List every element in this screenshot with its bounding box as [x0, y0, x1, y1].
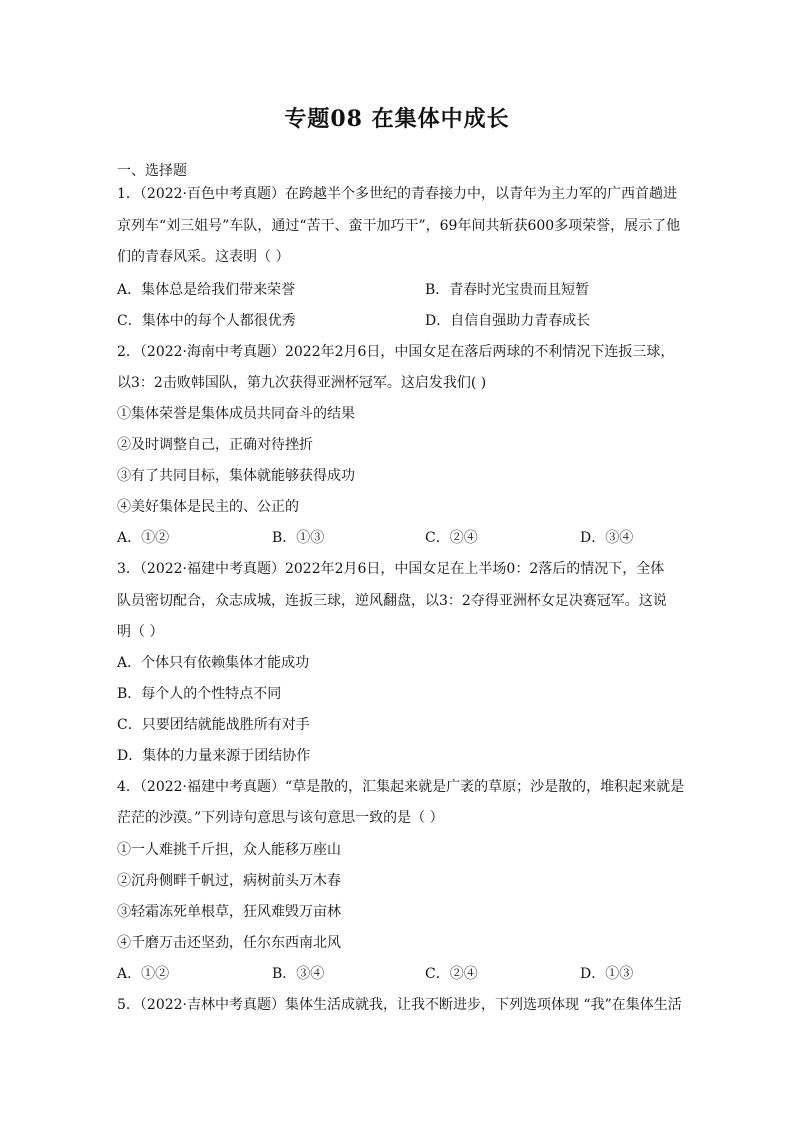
q5-line-1: 5．（2022·吉林中考真题）集体生活成就我，让我不断进步，下列选项体现 “我”在集体生活 [117, 997, 682, 1013]
q2-item-2: ②及时调整自己，正确对待挫折 [117, 437, 313, 453]
q2-item-3: ③有了共同目标，集体就能够获得成功 [117, 468, 355, 484]
q3-line-2: 队员密切配合，众志成城，连扳三球，逆风翻盘，以3：2夺得亚洲杯女足决赛冠军。这说 [117, 593, 667, 609]
q3-option-a: A．个体只有依赖集体才能成功 [117, 655, 310, 671]
q3-option-b: B．每个人的个性特点不同 [117, 686, 282, 702]
q4-option-b: B．③④ [272, 966, 325, 982]
q4-line-1: 4．（2022·福建中考真题）“草是散的，汇集起来就是广袤的草原；沙是散的，堆积起来就是 [117, 779, 685, 795]
q2-option-b: B．①③ [272, 530, 325, 546]
q2-item-4: ④美好集体是民主的、公正的 [117, 499, 299, 515]
q1-option-c: C．集体中的每个人都很优秀 [117, 313, 296, 329]
page-title: 专题08 在集体中成长 [284, 106, 510, 132]
q2-option-d: D．③④ [580, 530, 634, 546]
q1-line-2: 京列车“刘三姐号”车队，通过“苦干、蛮干加巧干”，69年间共斩获600多项荣誉，展示了他 [117, 218, 681, 234]
q4-item-3: ③轻霜冻死单根草，狂风难毁万亩林 [117, 904, 341, 920]
q4-item-2: ②沉舟侧畔千帆过，病树前头万木春 [117, 873, 341, 889]
q4-line-2: 茫茫的沙漠。”下列诗句意思与该句意思一致的是（ ） [117, 810, 444, 826]
q1-line-3: 们的青春风采。这表明（ ） [117, 249, 290, 265]
q4-option-a: A．①② [117, 966, 170, 982]
q2-line-2: 以3：2击败韩国队，第九次获得亚洲杯冠军。这启发我们( ) [117, 375, 487, 391]
q3-option-c: C．只要团结就能战胜所有对手 [117, 717, 310, 733]
q4-item-1: ①一人难挑千斤担，众人能移万座山 [117, 842, 341, 858]
q2-line-1: 2．（2022·海南中考真题）2022年2月6日，中国女足在落后两球的不利情况下连扳三球， [117, 344, 675, 360]
q2-option-a: A．①② [117, 530, 170, 546]
q2-item-1: ①集体荣誉是集体成员共同奋斗的结果 [117, 406, 355, 422]
section-heading: 一、选择题 [117, 163, 187, 179]
q2-option-c: C．②④ [425, 530, 478, 546]
q3-line-1: 3．（2022·福建中考真题）2022年2月6日，中国女足在上半场0：2落后的情况下，全体 [117, 561, 665, 577]
q1-option-a: A．集体总是给我们带来荣誉 [117, 282, 296, 298]
q1-line-1: 1．（2022·百色中考真题）在跨越半个多世纪的青春接力中，以青年为主力军的广西首趟进 [117, 186, 677, 202]
q4-option-d: D．①③ [580, 966, 634, 982]
q1-option-d: D．自信自强助力青春成长 [425, 313, 591, 329]
q4-item-4: ④千磨万击还坚劲，任尔东西南北风 [117, 935, 341, 951]
q1-option-b: B．青春时光宝贵而且短暂 [425, 282, 590, 298]
q3-option-d: D．集体的力量来源于团结协作 [117, 748, 311, 764]
q3-line-3: 明（ ） [117, 624, 164, 640]
q4-option-c: C．②④ [425, 966, 478, 982]
